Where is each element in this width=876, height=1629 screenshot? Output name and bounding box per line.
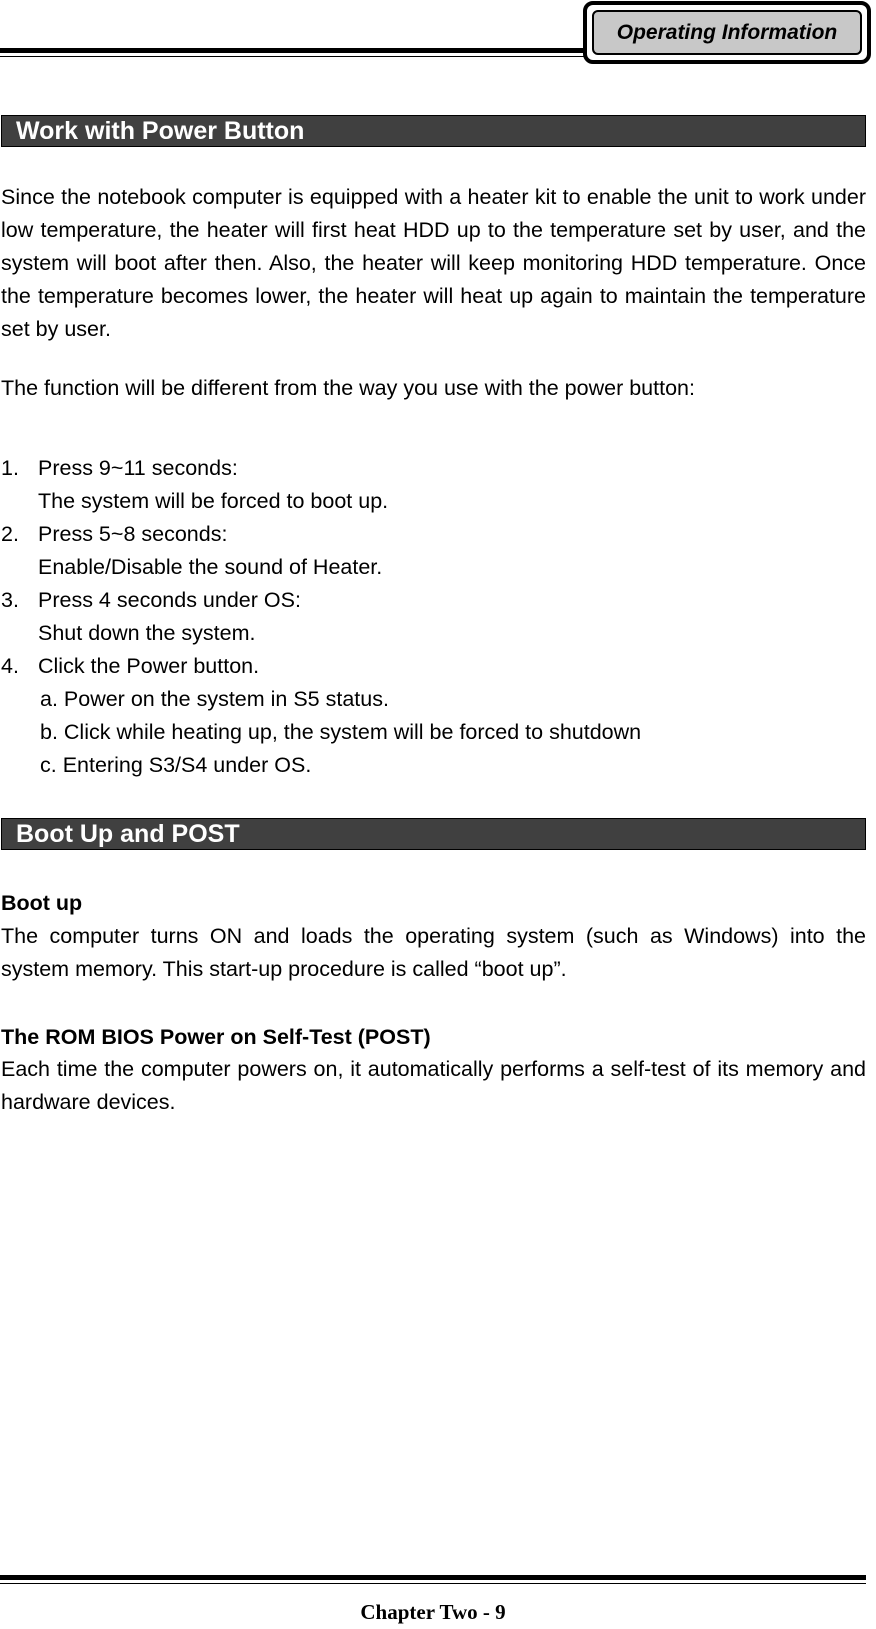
list-item-desc xyxy=(1,617,866,650)
list-item-description: The system will be forced to boot up. xyxy=(38,489,389,513)
list-item-label: Press 9~11 seconds: xyxy=(38,456,238,480)
list-item-label: Click the Power button. xyxy=(38,654,260,678)
header-rule-thin xyxy=(0,56,590,57)
intro-paragraph: Since the notebook computer is equipped with a heater kit to enable the unit to work under low temperature, the heater will first heat HDD up to the temperature set by user, and the system will boot after then. Also, the heater will keep monitoring HDD temperature. Once the temperature becomes lower, the heater will heat up again to maintain the temperature set by user. xyxy=(1,185,866,341)
section-title-boot-up: Boot Up and POST xyxy=(1,818,866,850)
bootup-heading: Boot up xyxy=(1,891,83,915)
footer-rule-thin xyxy=(0,1583,866,1584)
bootup-paragraph: The computer turns ON and loads the operating system (such as Windows) into the system memory. This start-up procedure is called “boot up”. xyxy=(1,924,866,981)
list-subitem-text: b. Click while heating up, the system will be forced to shutdown xyxy=(40,720,642,744)
list-item xyxy=(1,650,866,683)
list-subitem xyxy=(1,749,866,782)
post-heading: The ROM BIOS Power on Self-Test (POST) xyxy=(1,1025,431,1049)
lead-paragraph: The function will be different from the way you use with the power button: xyxy=(1,376,695,400)
chapter-tab xyxy=(583,1,871,64)
list-item-description: Enable/Disable the sound of Heater. xyxy=(38,555,383,579)
list-number: 2. xyxy=(1,522,19,546)
list-number: 1. xyxy=(1,456,19,480)
list-item xyxy=(1,518,866,551)
footer-rule xyxy=(0,1575,866,1580)
list-item xyxy=(1,584,866,617)
list-item xyxy=(1,452,866,485)
header-rule xyxy=(0,48,590,53)
list-subitem xyxy=(1,716,866,749)
list-item-label: Press 5~8 seconds: xyxy=(38,522,228,546)
page-footer: Chapter Two - 9 xyxy=(360,1600,506,1624)
list-item-description: Shut down the system. xyxy=(38,621,256,645)
list-subitem-text: a. Power on the system in S5 status. xyxy=(40,687,389,711)
power-button-list xyxy=(1,452,866,782)
list-number: 4. xyxy=(1,654,19,678)
list-subitem-text: c. Entering S3/S4 under OS. xyxy=(40,753,312,777)
list-item-desc xyxy=(1,485,866,518)
list-item-label: Press 4 seconds under OS: xyxy=(38,588,301,612)
list-number: 3. xyxy=(1,588,19,612)
post-paragraph: Each time the computer powers on, it automatically performs a self-test of its memory and hardware devices. xyxy=(1,1057,866,1114)
chapter-tab-label: Operating Information xyxy=(592,10,862,55)
section-title-power-button: Work with Power Button xyxy=(1,115,866,147)
list-item-desc xyxy=(1,551,866,584)
list-subitem xyxy=(1,683,866,716)
